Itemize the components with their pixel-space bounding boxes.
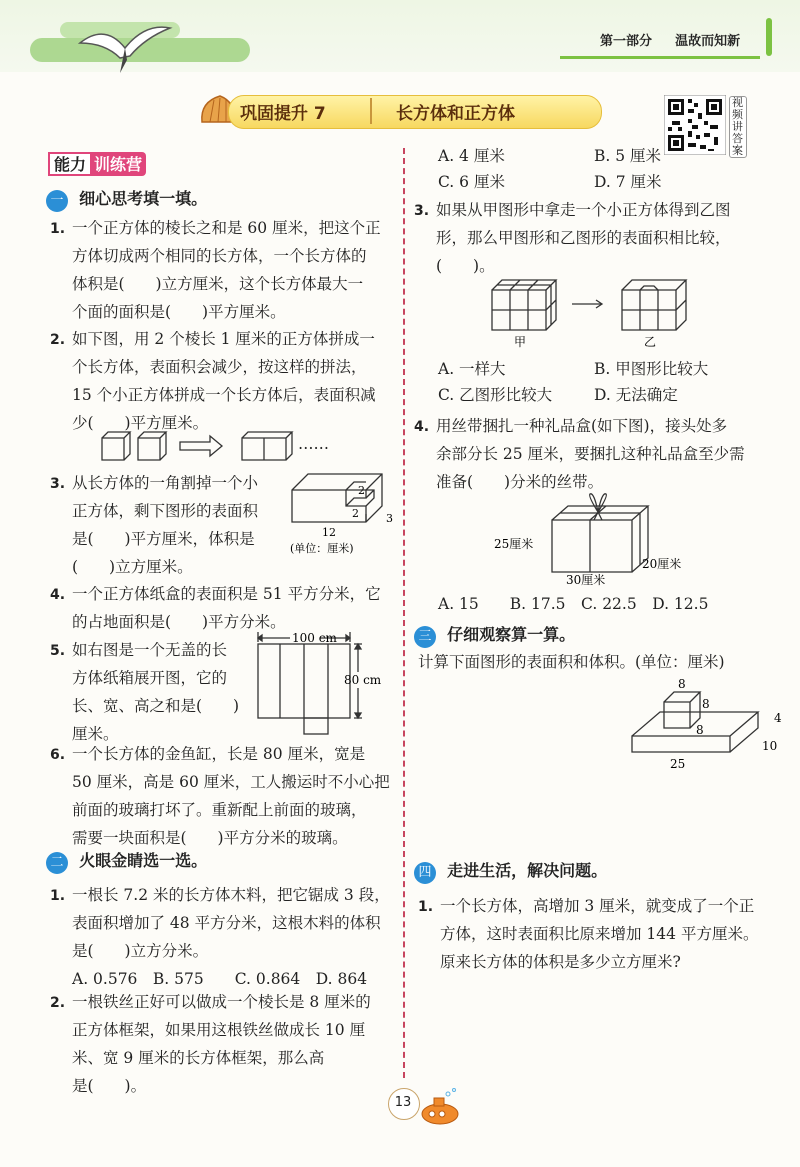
text-line: 余部分长 25 厘米，要捆扎这种礼品盒至少需 — [436, 445, 745, 463]
ability-label — [48, 152, 146, 176]
seagull-illustration — [75, 18, 175, 78]
s2-q2-number: 2. — [50, 995, 66, 1011]
s2-q3-text — [436, 196, 731, 280]
section1-badge: 一 — [46, 190, 68, 212]
text-line: 一个正方体的棱长之和是 60 厘米，把这个正 — [72, 219, 381, 237]
s2-q4-number: 4. — [414, 419, 430, 435]
text-line: 表面积增加了 48 平方分米，这根木料的体积 — [72, 914, 381, 932]
s1-q3-number: 3. — [50, 476, 66, 492]
qr-label-text: 视频讲答案 — [732, 96, 743, 157]
s1-q4-number: 4. — [50, 587, 66, 603]
column-divider — [403, 148, 405, 1078]
s2-q2-option-c: C. 6 厘米 — [438, 173, 505, 191]
page-number: 13 — [394, 1095, 412, 1110]
fig-label: 4 — [774, 711, 782, 725]
header-underline — [560, 56, 760, 59]
section4-badge: 四 — [414, 862, 436, 884]
s2-q1-text — [72, 881, 390, 993]
cut-cuboid-figure — [286, 466, 398, 558]
text-line: 体积是( )立方厘米，这个长方体最大一 — [72, 275, 364, 293]
text-line: 一个正方体纸盒的表面积是 51 平方分米，它 — [72, 585, 381, 603]
text-line: 需要一块面积是( )平方分米的玻璃。 — [72, 829, 348, 847]
fig-label: 8 — [702, 697, 710, 711]
fig-label: 25 — [670, 757, 686, 771]
section4-heading — [414, 858, 607, 884]
text-line: 正方体，剩下图形的表面积 — [72, 502, 259, 520]
text-line: 一根长 7.2 米的长方体木料，把它锯成 3 段， — [72, 886, 390, 904]
fig-label: 80 cm — [344, 673, 382, 687]
section3-title: 仔细观察算一算。 — [447, 625, 576, 644]
fig-label: 8 — [678, 677, 686, 691]
submarine-icon — [418, 1088, 464, 1128]
header-part-title: 温故而知新 — [675, 34, 741, 49]
text-line: 的占地面积是( )平方分米。 — [72, 613, 286, 631]
s1-q2-dots: …… — [298, 435, 329, 453]
fig-label: 10 — [762, 739, 778, 753]
section3-prompt: 计算下面图形的表面积和体积。(单位：厘米) — [418, 653, 725, 671]
cube-stack-figure — [488, 274, 698, 348]
section4-title: 走进生活，解决问题。 — [447, 861, 608, 880]
s2-q2-option-b: B. 5 厘米 — [594, 147, 662, 165]
s2-q4-text — [436, 412, 745, 496]
text-line: 个面的面积是( )平方厘米。 — [72, 303, 286, 321]
text-line: 形，那么甲图形和乙图形的表面积相比较， — [436, 229, 731, 247]
s2-q3-option-d: D. 无法确定 — [594, 386, 678, 404]
fig-label: 2 — [352, 507, 359, 520]
s1-q1-number: 1. — [50, 221, 66, 237]
text-line: 长、宽、高之和是( ) — [72, 697, 240, 715]
s2-q3-number: 3. — [414, 203, 430, 219]
ability-label-a: 能力 — [48, 152, 90, 176]
s2-q3-option-b: B. 甲图形比较大 — [594, 360, 709, 378]
ability-label-b: 训练营 — [90, 152, 146, 176]
text-line: 如右图是一个无盖的长 — [72, 641, 228, 659]
text-line: 原来长方体的体积是多少立方厘米? — [440, 953, 681, 971]
stacked-solid-figure — [626, 676, 786, 772]
text-line: 正方体框架，如果用这根铁丝做成长 10 厘 — [72, 1021, 366, 1039]
fig-label-yi: 乙 — [644, 335, 657, 348]
s2-q2-option-d: D. 7 厘米 — [594, 173, 662, 191]
s4-q1-text — [440, 892, 758, 976]
fig-label: 30厘米 — [566, 573, 606, 586]
text-line: 15 个小正方体拼成一个长方体后，表面积减 — [72, 386, 376, 404]
text-line: 少( )平方厘米。 — [72, 414, 209, 432]
text-line: 50 厘米，高是 60 厘米，工人搬运时不小心把 — [72, 773, 390, 791]
section2-title: 火眼金睛选一选。 — [79, 851, 208, 870]
s2-q3-option-c: C. 乙图形比较大 — [438, 386, 553, 404]
text-line: 是( )。 — [72, 1077, 147, 1095]
section3-heading — [414, 622, 575, 648]
text-line: 米、宽 9 厘米的长方体框架，那么高 — [72, 1049, 325, 1067]
text-line: 如下图，用 2 个棱长 1 厘米的正方体拼成一 — [72, 330, 375, 348]
text-line: 方体切成两个相同的长方体，一个长方体的 — [72, 247, 367, 265]
s1-q1-text — [72, 214, 381, 326]
text-line: 方体，这时表面积比原来增加 144 平方厘米。 — [440, 925, 759, 943]
header-part-label: 第一部分 — [600, 34, 653, 49]
s2-q4-options: A. 15 B. 17.5 C. 22.5 D. 12.5 — [438, 595, 709, 613]
fig-unit: (单位：厘米) — [290, 542, 354, 555]
section3-badge: 三 — [414, 626, 436, 648]
section2-heading — [46, 848, 207, 874]
text-line: 前面的玻璃打坏了。重新配上前面的玻璃， — [72, 801, 367, 819]
s2-q2-option-a: A. 4 厘米 — [438, 147, 505, 165]
header-part — [600, 30, 740, 49]
text-line: 一个长方体，高增加 3 厘米，就变成了一个正 — [440, 897, 755, 915]
text-line: 个长方体，表面积会减少，按这样的拼法， — [72, 358, 367, 376]
cube-joining-figure — [98, 428, 298, 464]
fig-label: 2 — [358, 484, 365, 497]
s2-q2-text — [72, 988, 371, 1100]
text-line: 方体纸箱展开图，它的 — [72, 669, 228, 687]
text-line: 一根铁丝正好可以做成一个棱长是 8 厘米的 — [72, 993, 371, 1011]
text-line: 是( )立方分米。 — [72, 942, 209, 960]
fig-label: 8 — [696, 723, 704, 737]
s2-q1-options: A. 0.576 B. 575 C. 0.864 D. 864 — [72, 970, 368, 988]
qr-code-icon[interactable] — [664, 95, 726, 155]
lesson-number: 巩固提升 7 — [240, 104, 326, 124]
fig-label: 12 — [322, 526, 336, 539]
banner-divider — [370, 98, 372, 124]
fig-label: 25厘米 — [494, 537, 534, 551]
text-line: 从长方体的一角割掉一个小 — [72, 474, 259, 492]
s1-q4-text — [72, 580, 381, 636]
fig-label: 100 cm — [292, 631, 337, 645]
s1-q3-text — [72, 469, 258, 581]
fig-label: 20厘米 — [642, 557, 682, 571]
box-net-figure — [254, 630, 400, 736]
section1-heading — [46, 186, 207, 212]
text-line: ( )立方厘米。 — [72, 558, 193, 576]
lesson-title: 长方体和正方体 — [396, 104, 515, 124]
text-line: 准备( )分米的丝带。 — [436, 473, 604, 491]
s2-q3-option-a: A. 一样大 — [438, 360, 506, 378]
gift-box-figure — [490, 490, 700, 586]
section1-title: 细心思考填一填。 — [79, 189, 208, 208]
section2-badge: 二 — [46, 852, 68, 874]
text-line: ( )。 — [436, 257, 495, 275]
text-line: 一个长方体的金鱼缸，长是 80 厘米，宽是 — [72, 745, 366, 763]
text-line: 厘米。 — [72, 725, 119, 743]
header-accent-bar — [766, 18, 772, 56]
fig-label-jia: 甲 — [514, 335, 527, 348]
text-line: 是( )平方厘米，体积是 — [72, 530, 255, 548]
fig-label: 3 — [386, 512, 393, 525]
s2-q1-number: 1. — [50, 888, 66, 904]
s1-q5-number: 5. — [50, 643, 66, 659]
s1-q6-text — [72, 740, 390, 852]
text-line: 如果从甲图形中拿走一个小正方体得到乙图 — [436, 201, 731, 219]
s1-q2-text — [72, 325, 376, 437]
text-line: 用丝带捆扎一种礼品盒(如下图)，接头处多 — [436, 417, 728, 435]
s1-q2-number: 2. — [50, 332, 66, 348]
s1-q5-text — [72, 636, 239, 748]
s1-q6-number: 6. — [50, 747, 66, 763]
s4-q1-number: 1. — [418, 899, 434, 915]
